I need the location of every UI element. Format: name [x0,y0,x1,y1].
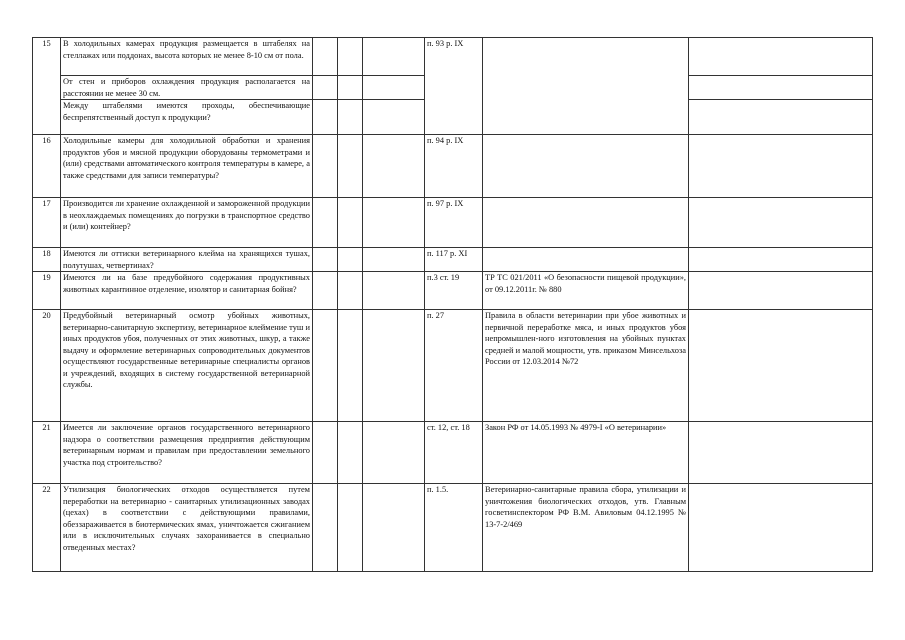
answer-yes-cell [313,272,338,310]
row-number: 15 [33,38,61,76]
reference-cell: ст. 12, ст. 18 [425,422,483,484]
row-number: 19 [33,272,61,310]
document-cell: ТР ТС 021/2011 «О безопасности пищевой продукции», от 09.12.2011г. № 880 [483,272,689,310]
document-cell [483,100,689,135]
document-cell [483,76,689,100]
document-cell [483,38,689,76]
answer-no-cell [338,198,363,248]
document-cell [483,135,689,198]
table-row [33,76,873,100]
checklist-table [32,37,873,572]
reference-cell: п. 93 р. IX [425,38,483,76]
answer-na-cell [363,100,425,135]
table-row [33,100,873,135]
table-row [33,484,873,572]
note-cell [689,422,873,484]
answer-yes-cell [313,310,338,422]
answer-yes-cell [313,422,338,484]
answer-na-cell [363,38,425,76]
answer-yes-cell [313,38,338,76]
answer-yes-cell [313,198,338,248]
note-cell [689,100,873,135]
document-cell [483,248,689,272]
question-cell: Имеются ли на базе предубойного содержания продуктивных животных карантинное отделение, изолятор и санитарная бойня? [61,272,313,310]
row-number [33,76,61,100]
answer-yes-cell [313,100,338,135]
question-cell: Между штабелями имеются проходы, обеспечивающие беспрепятственный доступ к продукции? [61,100,313,135]
row-number: 22 [33,484,61,572]
reference-cell: п. 97 р. IX [425,198,483,248]
question-cell: Предубойный ветеринарный осмотр убойных животных, ветеринарно-санитарную экспертизу, ветеринарное клеймение туш и иных продуктов убоя, полученных от этих животных, шкур, а также выдачу и оформление ветеринарных сопроводительных документов осуществляют государственные ветеринарные специалисты органов и учреждений, входящих в систему государственной ветеринарной службы. [61,310,313,422]
answer-na-cell [363,272,425,310]
answer-no-cell [338,272,363,310]
reference-cell: п. 94 р. IX [425,135,483,198]
row-number [33,100,61,135]
reference-cell: п. 1.5. [425,484,483,572]
question-cell: В холодильных камерах продукция размещается в штабелях на стеллажах или поддонах, высота которых не менее 8-10 см от пола. [61,38,313,76]
question-cell: Производится ли хранение охлажденной и замороженной продукции в неохлаждаемых помещениях до погрузки в транспортное средство и (или) контейнер? [61,198,313,248]
answer-na-cell [363,135,425,198]
row-number: 20 [33,310,61,422]
reference-cell [425,100,483,135]
answer-no-cell [338,100,363,135]
question-cell: Имеется ли заключение органов государственного ветеринарного надзора о соответствии размещения предприятия действующим ветеринарным нормам и правилам при предоставлении земельного участка под строительство? [61,422,313,484]
answer-na-cell [363,310,425,422]
question-cell: От стен и приборов охлаждения продукция располагается на расстоянии не менее 30 см. [61,76,313,100]
note-cell [689,484,873,572]
answer-na-cell [363,484,425,572]
table-row [33,310,873,422]
answer-yes-cell [313,248,338,272]
table-row [33,198,873,248]
document-cell: Ветеринарно-санитарные правила сбора, утилизации и уничтожения биологических отходов, утв. Главным госветинспектором РФ В.М. Авиловым 04.12.1995 № 13-7-2/469 [483,484,689,572]
table-row [33,135,873,198]
answer-no-cell [338,310,363,422]
answer-yes-cell [313,76,338,100]
answer-yes-cell [313,135,338,198]
row-number: 17 [33,198,61,248]
answer-yes-cell [313,484,338,572]
answer-no-cell [338,484,363,572]
answer-no-cell [338,422,363,484]
note-cell [689,76,873,100]
note-cell [689,310,873,422]
reference-cell: п. 117 р. XI [425,248,483,272]
answer-no-cell [338,135,363,198]
row-number: 21 [33,422,61,484]
document-cell: Закон РФ от 14.05.1993 № 4979-I «О ветеринарии» [483,422,689,484]
note-cell [689,272,873,310]
answer-no-cell [338,38,363,76]
note-cell [689,198,873,248]
answer-na-cell [363,76,425,100]
document-cell [483,198,689,248]
question-cell: Имеются ли оттиски ветеринарного клейма на хранящихся тушах, полутушах, четвертинах? [61,248,313,272]
document-cell: Правила в области ветеринарии при убое животных и первичной переработке мяса, и иных продуктов убоя непромышлен-ного изготовления на убойных пунктах средней и малой мощности, утв. приказом Минсельхоза России от 12.03.2014 №72 [483,310,689,422]
answer-na-cell [363,198,425,248]
table-row [33,38,873,76]
note-cell [689,248,873,272]
reference-cell: п.3 ст. 19 [425,272,483,310]
answer-na-cell [363,248,425,272]
note-cell [689,135,873,198]
question-cell: Холодильные камеры для холодильной обработки и хранения продуктов убоя и мясной продукции оборудованы термометрами и (или) средствами автоматического контроля температуры в камере, а также средствами для записи температуры? [61,135,313,198]
answer-no-cell [338,248,363,272]
question-cell: Утилизация биологических отходов осуществляется путем переработки на ветеринарно - санитарных утилизационных заводах (цехах) в соответствии с действующими правилами, обеззараживается в биотермических ямах, уничтожается сжиганием или в исключительных случаях захоранивается в специально отведенных местах? [61,484,313,572]
reference-cell: п. 27 [425,310,483,422]
note-cell [689,38,873,76]
table-row [33,248,873,272]
reference-cell [425,76,483,100]
table-row [33,272,873,310]
answer-no-cell [338,76,363,100]
row-number: 18 [33,248,61,272]
row-number: 16 [33,135,61,198]
answer-na-cell [363,422,425,484]
table-row [33,422,873,484]
